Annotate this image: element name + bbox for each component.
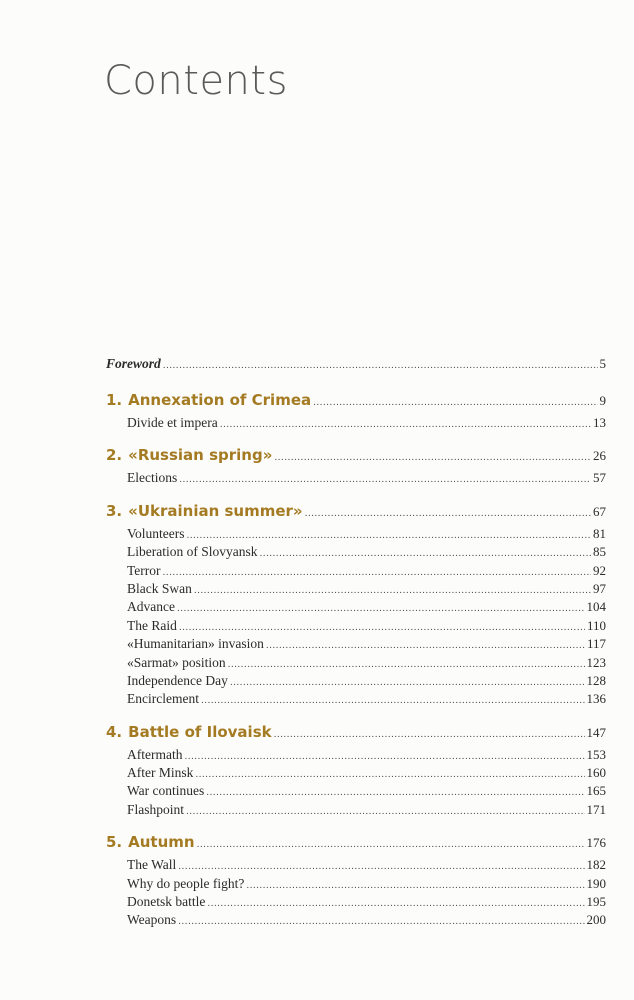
chapter-number: 3. [106,501,123,520]
toc-chapter-heading[interactable] [106,833,606,857]
dot-leader [259,549,591,559]
toc-chapter-heading[interactable] [106,723,606,747]
toc-entry-foreword[interactable] [106,356,606,378]
toc-page-number: 171 [586,801,606,817]
toc-chapter [106,391,606,433]
toc-section-entry[interactable] [106,747,606,765]
toc-entry-title: Foreword [106,356,161,371]
dot-leader [220,420,591,430]
chapter-title-text: Annexation of Crimea [128,391,312,409]
page-title: Contents [104,58,288,104]
toc-chapter [106,723,606,821]
chapter-title [106,446,272,464]
toc-section-entry[interactable] [106,673,606,691]
dot-leader [313,398,597,408]
section-title: The Wall [127,857,177,873]
section-title: Weapons [127,912,177,928]
chapter-title [106,723,272,741]
toc-page-number: 147 [586,724,606,740]
toc-section-entry[interactable] [106,912,606,930]
toc-page-number: 104 [586,599,606,615]
chapter-title-text: Battle of Ilovaisk [128,722,272,741]
dot-leader [186,807,584,817]
toc-section-entry[interactable] [106,894,606,912]
toc-page-number: 110 [586,617,606,633]
toc-chapter [106,502,606,710]
toc-page-number: 67 [593,503,606,519]
toc-section-entry[interactable] [106,857,606,875]
toc-page-number: 153 [586,746,606,762]
dot-leader [194,586,591,596]
toc-section-entry[interactable] [106,581,606,599]
chapter-title [106,833,195,851]
section-title: Independence Day [127,672,228,688]
toc-chapter [106,833,606,931]
dot-leader [184,752,584,762]
dot-leader [187,531,592,541]
dot-leader [206,788,584,798]
toc-page-number: 182 [586,857,606,873]
chapter-number: 1. [106,391,123,409]
toc-page-number: 200 [586,912,606,928]
dot-leader [179,475,591,485]
section-title: After Minsk [127,765,194,781]
toc-page-number: 190 [586,875,606,891]
toc-page-number: 97 [593,580,606,596]
section-title: Liberation of Slovyansk [127,544,258,560]
toc-page-number: 117 [586,636,606,652]
dot-leader [197,840,585,850]
dot-leader [274,730,585,740]
dot-leader [246,881,584,891]
toc-section-entry[interactable] [106,765,606,783]
toc-section-entry[interactable] [106,636,606,654]
dot-leader [178,917,584,927]
dot-leader [179,623,585,633]
toc-page-number: 85 [593,544,606,560]
section-title: War continues [127,783,205,799]
toc-chapter-heading[interactable] [106,391,606,415]
toc-chapter-heading[interactable] [106,446,606,470]
dot-leader [178,862,584,872]
dot-leader [266,641,585,651]
chapter-title-text: «Ukrainian summer» [128,501,303,520]
chapter-title-text: «Russian spring» [128,446,273,465]
toc-page-number: 26 [593,448,606,464]
section-title: Aftermath [127,746,183,762]
toc-page-number: 81 [593,525,606,541]
chapter-title-text: Autumn [128,833,195,852]
dot-leader [201,696,585,706]
toc-page-number: 13 [593,415,606,430]
dot-leader [274,453,591,463]
toc-page-number: 123 [586,654,606,670]
toc-section-entry[interactable] [106,655,606,673]
toc-section-entry[interactable] [106,599,606,617]
section-title: «Humanitarian» invasion [127,636,264,652]
toc-section-entry[interactable] [106,526,606,544]
section-title: «Sarmat» position [127,654,226,670]
section-title: Flashpoint [127,801,185,817]
section-title: Why do people fight? [127,875,245,891]
section-title: Elections [127,470,178,486]
toc-page-number: 160 [586,765,606,781]
toc-section-entry[interactable] [106,802,606,820]
section-title: Advance [127,599,175,615]
dot-leader [177,604,585,614]
section-title: The Raid [127,617,177,633]
toc-page-number: 165 [586,783,606,799]
chapter-number: 4. [106,722,123,741]
toc-section-entry[interactable] [106,783,606,801]
dot-leader [230,678,585,688]
toc-page-number: 9 [599,393,606,408]
toc-page-number: 5 [599,356,606,371]
section-title: Divide et impera [127,415,218,430]
chapter-title [106,391,311,409]
toc-page-number: 195 [586,894,606,910]
table-of-contents [106,356,606,944]
section-title: Donetsk battle [127,894,206,910]
toc-page-number: 128 [586,672,606,688]
toc-section-entry[interactable] [106,876,606,894]
dot-leader [163,361,598,371]
dot-leader [195,770,584,780]
toc-page-number: 176 [586,835,606,851]
toc-section-entry[interactable] [106,691,606,709]
toc-page-number: 57 [593,470,606,486]
toc-chapter [106,446,606,488]
section-title: Black Swan [127,580,192,596]
section-title: Volunteers [127,525,185,541]
toc-section-entry[interactable] [106,470,606,488]
dot-leader [305,509,591,519]
toc-page-number: 136 [586,691,606,707]
toc-section-entry[interactable] [106,544,606,562]
toc-section-entry[interactable] [106,415,606,433]
chapter-number: 2. [106,446,123,465]
toc-section-entry[interactable] [106,563,606,581]
dot-leader [207,899,584,909]
dot-leader [163,568,591,578]
section-title: Terror [127,562,161,578]
dot-leader [228,660,585,670]
toc-chapter-heading[interactable] [106,502,606,526]
toc-section-entry[interactable] [106,618,606,636]
chapter-title [106,502,303,520]
section-title: Encirclement [127,691,199,707]
chapter-number: 5. [106,833,123,852]
toc-page-number: 92 [593,562,606,578]
